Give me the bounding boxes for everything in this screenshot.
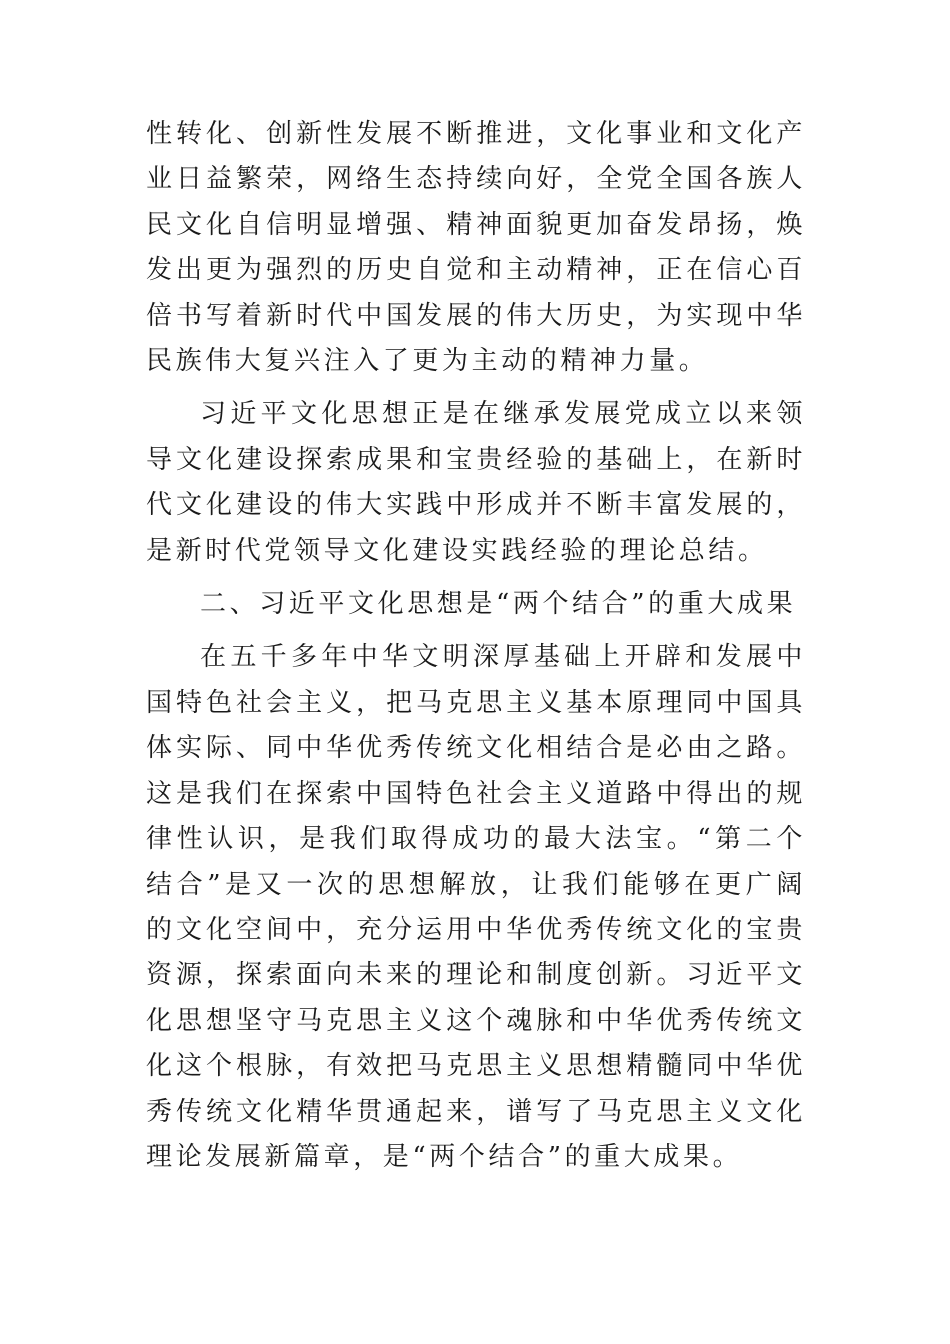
paragraph-continuation: 性转化、创新性发展不断推进，文化事业和文化产业日益繁荣，网络生态持续向好，全党全国各族人民文化自信明显增强、精神面貌更加奋发昂扬，焕发出更为强烈的历史自觉和主动精神，正在信心百倍书写着新时代中国发展的伟大历史，为实现中华民族伟大复兴注入了更为主动的精神力量。	[146, 119, 806, 377]
paragraph-two-combinations: 在五千多年中华文明深厚基础上开辟和发展中国特色社会主义，把马克思主义基本原理同中国具体实际、同中华优秀传统文化相结合是必由之路。这是我们在探索中国特色社会主义道路中得出的规律性认识，是我们取得成功的最大法宝。“第二个结合”是又一次的思想解放，让我们能够在更广阔的文化空间中，充分运用中华优秀传统文化的宝贵资源，探索面向未来的理论和制度创新。习近平文化思想坚守马克思主义这个魂脉和中华优秀传统文化这个根脉，有效把马克思主义思想精髓同中华优秀传统文化精华贯通起来，谱写了马克思主义文化理论发展新篇章，是“两个结合”的重大成果。	[146, 642, 806, 1172]
document-body	[146, 112, 806, 1188]
paragraph-theory-summary: 习近平文化思想正是在继承发展党成立以来领导文化建设探索成果和宝贵经验的基础上，在新时代文化建设的伟大实践中形成并不断丰富发展的，是新时代党领导文化建设实践经验的理论总结。	[146, 399, 806, 566]
section-heading: 二、习近平文化思想是“两个结合”的重大成果	[200, 589, 797, 620]
